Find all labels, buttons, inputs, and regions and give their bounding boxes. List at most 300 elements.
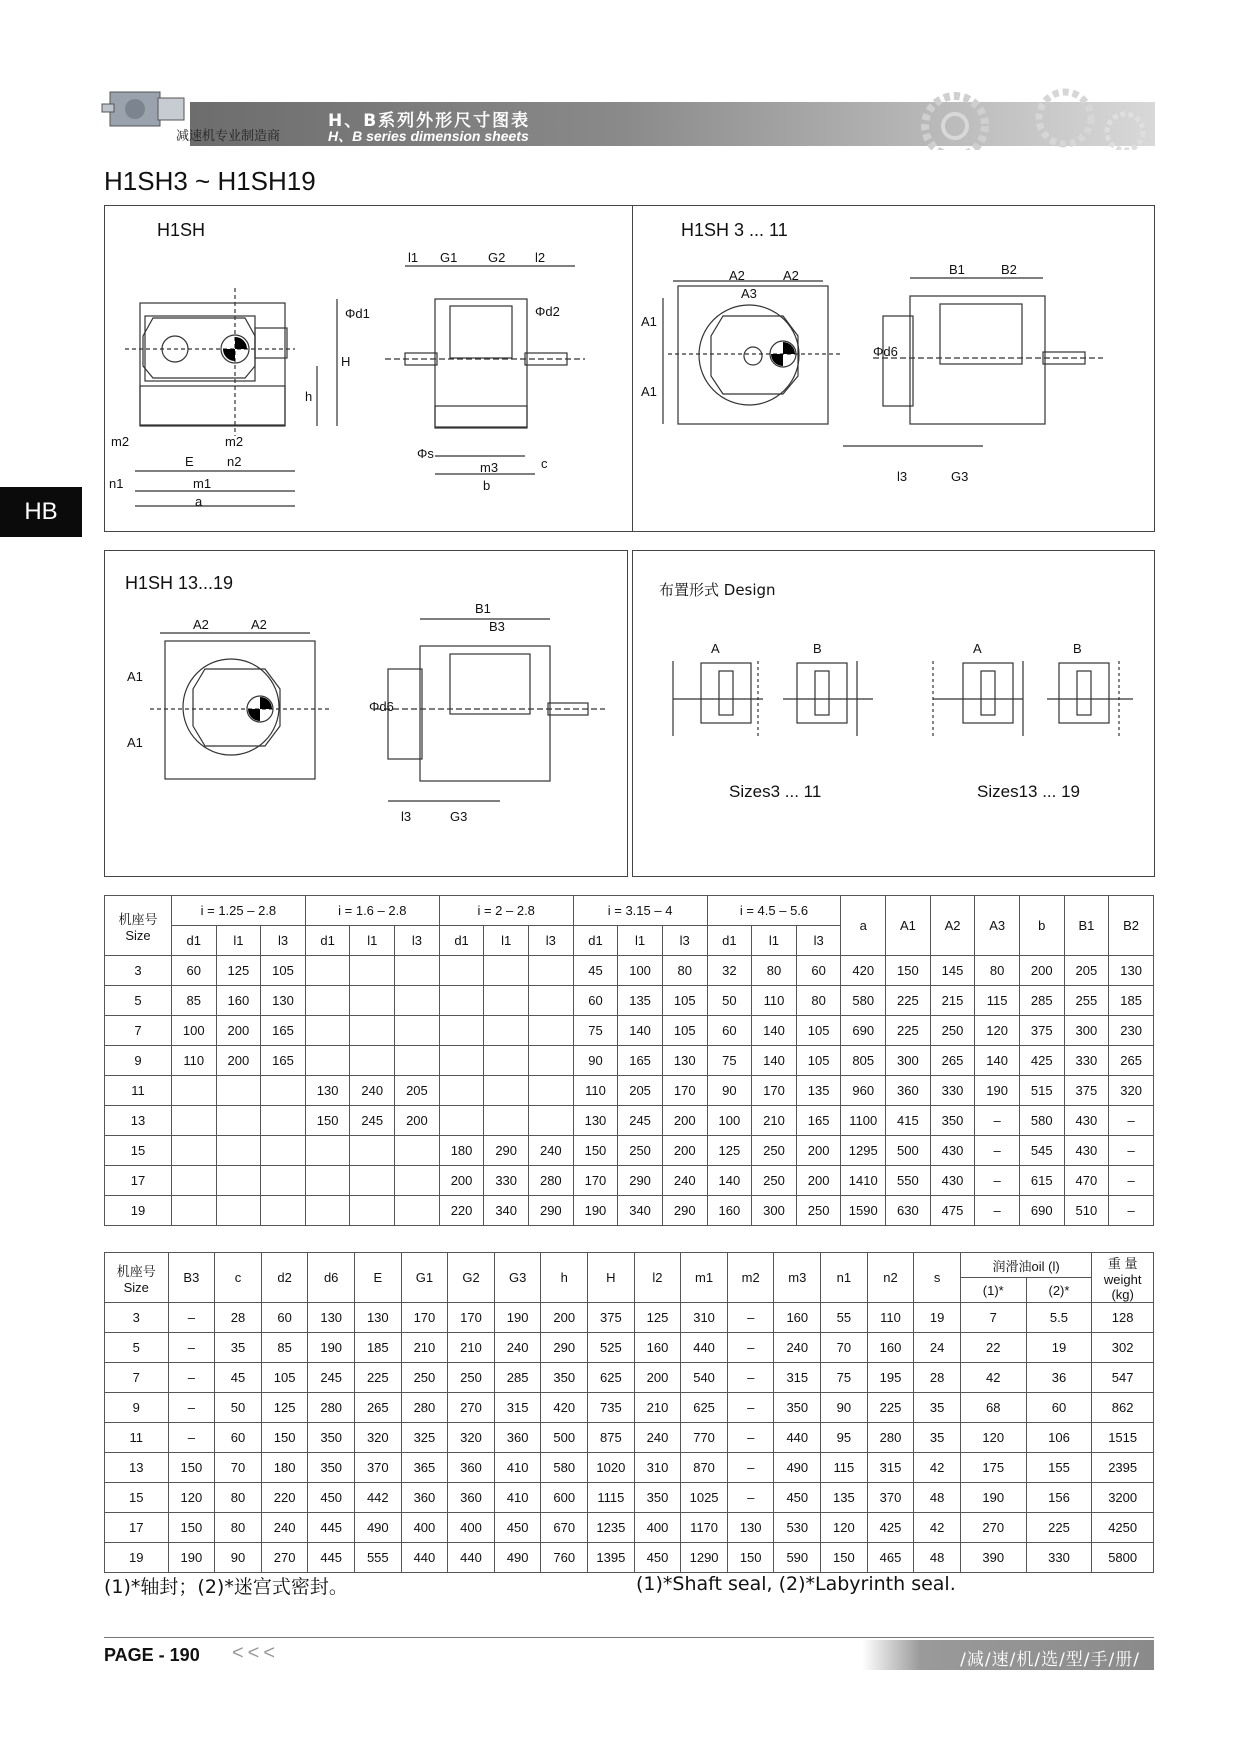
table-cell: 35: [914, 1393, 961, 1423]
table-cell: 875: [588, 1423, 635, 1453]
table-cell: 240: [634, 1423, 681, 1453]
table-cell: 670: [541, 1513, 588, 1543]
column-header: H: [588, 1253, 635, 1303]
dim-b: b: [483, 478, 491, 493]
table-cell: [484, 1106, 529, 1136]
dim-a1-lower: A1: [641, 384, 657, 399]
dim-b3: B3: [489, 619, 505, 634]
design-a-label: A: [711, 641, 720, 656]
table-cell: 240: [350, 1076, 395, 1106]
table-cell: 160: [774, 1303, 821, 1333]
table-cell: 48: [914, 1543, 961, 1573]
table-cell: 290: [484, 1136, 529, 1166]
table-cell: 3200: [1092, 1483, 1154, 1513]
table-cell: 190: [494, 1303, 541, 1333]
panel-label: H1SH 3 ... 11: [681, 220, 788, 240]
size-cell: 15: [105, 1136, 172, 1166]
table-cell: 625: [681, 1393, 728, 1423]
table-cell: 360: [494, 1423, 541, 1453]
table-cell: 430: [1064, 1106, 1109, 1136]
table-cell: 302: [1092, 1333, 1154, 1363]
table-cell: 80: [662, 956, 707, 986]
table-cell: [395, 956, 440, 986]
table-cell: [484, 986, 529, 1016]
table-cell: 470: [1064, 1166, 1109, 1196]
table-cell: 80: [975, 956, 1020, 986]
table-cell: [529, 986, 574, 1016]
table-cell: 24: [914, 1333, 961, 1363]
table-cell: 125: [261, 1393, 308, 1423]
table-cell: 130: [305, 1076, 350, 1106]
column-header: G1: [401, 1253, 448, 1303]
table-cell: 265: [1109, 1046, 1154, 1076]
table-cell: [350, 1046, 395, 1076]
table-cell: –: [168, 1333, 215, 1363]
table-cell: 690: [1019, 1196, 1064, 1226]
table-cell: 140: [752, 1046, 797, 1076]
table-cell: –: [727, 1453, 774, 1483]
table-row: [105, 1166, 1154, 1196]
table-cell: 110: [752, 986, 797, 1016]
table-cell: [216, 1106, 261, 1136]
table-cell: 550: [886, 1166, 931, 1196]
table-cell: 75: [821, 1363, 868, 1393]
table-cell: 80: [752, 956, 797, 986]
table-cell: 735: [588, 1393, 635, 1423]
column-header: A1: [886, 896, 931, 956]
dim-n1: n1: [109, 476, 124, 491]
dim-a1: A1: [641, 314, 657, 329]
table-cell: [439, 956, 484, 986]
size-cell: 5: [105, 1333, 169, 1363]
drawing-panel-h1sh-13-19: [104, 550, 628, 877]
table-cell: 375: [1019, 1016, 1064, 1046]
size-cell: 7: [105, 1363, 169, 1393]
table-cell: 200: [634, 1363, 681, 1393]
table-cell: 180: [439, 1136, 484, 1166]
table-cell: 200: [216, 1016, 261, 1046]
table-row: [105, 1046, 1154, 1076]
table-cell: 60: [707, 1016, 752, 1046]
table-cell: 130: [308, 1303, 355, 1333]
table-cell: 400: [401, 1513, 448, 1543]
table-cell: 1290: [681, 1543, 728, 1573]
table-cell: [395, 1016, 440, 1046]
table-cell: 440: [448, 1543, 495, 1573]
table-cell: 315: [494, 1393, 541, 1423]
design-b-label: B: [813, 641, 822, 656]
brand-slogan: 减速机专业制造商: [176, 129, 281, 144]
table-cell: [350, 986, 395, 1016]
table-cell: 525: [588, 1333, 635, 1363]
table-cell: 240: [529, 1136, 574, 1166]
table-row: [105, 1543, 1154, 1573]
dim-l3: l3: [401, 809, 412, 824]
table-cell: 280: [308, 1393, 355, 1423]
table-cell: 120: [960, 1423, 1026, 1453]
size-label-cn: 机座号: [116, 1263, 156, 1279]
design-arrangement-panel: [632, 550, 1155, 877]
table-cell: 90: [821, 1393, 868, 1423]
table-cell: 375: [1064, 1076, 1109, 1106]
table-cell: 200: [541, 1303, 588, 1333]
table-cell: 400: [634, 1513, 681, 1543]
table-cell: [529, 956, 574, 986]
table-cell: 42: [960, 1363, 1026, 1393]
table-cell: 170: [401, 1303, 448, 1333]
table-cell: 128: [1092, 1303, 1154, 1333]
table-cell: 110: [573, 1076, 618, 1106]
table-cell: 145: [930, 956, 975, 986]
column-header: B2: [1109, 896, 1154, 956]
table-cell: 100: [618, 956, 663, 986]
table-cell: 165: [796, 1106, 841, 1136]
table-cell: [484, 1046, 529, 1076]
table-cell: 100: [707, 1106, 752, 1136]
table-cell: 110: [867, 1303, 914, 1333]
table-cell: [171, 1196, 216, 1226]
table-cell: 1395: [588, 1543, 635, 1573]
table-cell: 410: [494, 1453, 541, 1483]
manual-title: /减/速/机/选/型/手/册/: [960, 1650, 1140, 1670]
table-cell: 60: [796, 956, 841, 986]
table-cell: 425: [1019, 1046, 1064, 1076]
table-cell: 350: [308, 1423, 355, 1453]
dim-m3: m3: [480, 460, 499, 475]
table-cell: 130: [727, 1513, 774, 1543]
table-cell: 210: [401, 1333, 448, 1363]
table-row: [105, 1423, 1154, 1453]
dim-a3: A3: [741, 286, 757, 301]
table-cell: 150: [168, 1453, 215, 1483]
table-cell: 160: [867, 1333, 914, 1363]
table-cell: 210: [448, 1333, 495, 1363]
table-cell: 200: [439, 1166, 484, 1196]
table-cell: 450: [774, 1483, 821, 1513]
table-cell: [439, 1076, 484, 1106]
table-cell: 160: [634, 1333, 681, 1363]
table-cell: 90: [707, 1076, 752, 1106]
table-cell: 625: [588, 1363, 635, 1393]
column-header: c: [215, 1253, 262, 1303]
column-header: m3: [774, 1253, 821, 1303]
size-cell: 9: [105, 1046, 172, 1076]
sizes-13-19-label: Sizes13 ... 19: [977, 782, 1081, 801]
table-cell: 465: [867, 1543, 914, 1573]
dim-l3: l3: [897, 469, 908, 484]
gears-decoration-icon: [895, 88, 1155, 155]
table-cell: 60: [171, 956, 216, 986]
drawing-panel-h1sh-3-11: [632, 205, 1155, 532]
table-row: [105, 1136, 1154, 1166]
table-cell: 105: [261, 956, 306, 986]
ratio-group-header: i = 1.25 – 2.8: [171, 896, 305, 926]
sub-header: l3: [796, 926, 841, 956]
table-cell: 110: [171, 1046, 216, 1076]
table-cell: 445: [308, 1543, 355, 1573]
table-cell: 190: [975, 1076, 1020, 1106]
table-cell: 85: [171, 986, 216, 1016]
dim-m2-right: m2: [225, 434, 244, 449]
table-cell: 80: [796, 986, 841, 1016]
table-cell: [261, 1166, 306, 1196]
panel-label: H1SH 13...19: [125, 573, 234, 593]
table-cell: 450: [308, 1483, 355, 1513]
design-a-label: A: [973, 641, 982, 656]
table-cell: 350: [541, 1363, 588, 1393]
table-cell: 165: [618, 1046, 663, 1076]
weight-label-cn: 重 量: [1107, 1256, 1138, 1271]
table-cell: 28: [914, 1363, 961, 1393]
table-cell: 300: [752, 1196, 797, 1226]
table-cell: 285: [1019, 986, 1064, 1016]
table-cell: 115: [975, 986, 1020, 1016]
table-row: [105, 1016, 1154, 1046]
column-header: m1: [681, 1253, 728, 1303]
table-cell: 215: [930, 986, 975, 1016]
table-cell: 140: [707, 1166, 752, 1196]
table-cell: 500: [541, 1423, 588, 1453]
table-cell: 135: [796, 1076, 841, 1106]
dim-b2: B2: [1001, 262, 1017, 277]
table-cell: 600: [541, 1483, 588, 1513]
footer-manual-bar: [862, 1640, 1154, 1670]
table-cell: 442: [355, 1483, 402, 1513]
column-header: n1: [821, 1253, 868, 1303]
table-cell: 770: [681, 1423, 728, 1453]
dim-h-lower: h: [305, 389, 313, 404]
table-cell: 170: [752, 1076, 797, 1106]
table-cell: 370: [867, 1483, 914, 1513]
table-cell: 50: [215, 1393, 262, 1423]
table-cell: 580: [541, 1453, 588, 1483]
table-cell: 170: [448, 1303, 495, 1333]
table-cell: [350, 1016, 395, 1046]
size-label-en: Size: [125, 927, 151, 943]
table-cell: [216, 1196, 261, 1226]
table-cell: –: [975, 1166, 1020, 1196]
table-cell: 200: [796, 1136, 841, 1166]
column-header: h: [541, 1253, 588, 1303]
table-cell: –: [727, 1333, 774, 1363]
table-cell: 2395: [1092, 1453, 1154, 1483]
table-cell: [216, 1136, 261, 1166]
table-cell: 415: [886, 1106, 931, 1136]
table-cell: 1235: [588, 1513, 635, 1543]
table-cell: [261, 1196, 306, 1226]
table-cell: [171, 1106, 216, 1136]
dim-a1: A1: [127, 669, 143, 684]
table-cell: 330: [1064, 1046, 1109, 1076]
table-cell: 445: [308, 1513, 355, 1543]
table-cell: 245: [308, 1363, 355, 1393]
dim-e: E: [185, 454, 194, 469]
table-cell: [305, 1196, 350, 1226]
table-cell: 130: [261, 986, 306, 1016]
column-header: n2: [867, 1253, 914, 1303]
table-cell: [484, 1076, 529, 1106]
table-cell: [529, 1076, 574, 1106]
table-cell: [171, 1076, 216, 1106]
table-cell: 190: [960, 1483, 1026, 1513]
page-title: H1SH3 ~ H1SH19: [104, 166, 316, 196]
table-cell: 45: [215, 1363, 262, 1393]
table-cell: 115: [821, 1453, 868, 1483]
table-cell: 430: [930, 1166, 975, 1196]
table-cell: [529, 1046, 574, 1076]
table-cell: 90: [215, 1543, 262, 1573]
table-cell: 530: [774, 1513, 821, 1543]
table-cell: 45: [573, 956, 618, 986]
table-cell: 90: [573, 1046, 618, 1076]
header-title-en: H、B series dimension sheets: [328, 128, 529, 144]
table-cell: [395, 1046, 440, 1076]
table-cell: 375: [588, 1303, 635, 1333]
table-cell: 150: [305, 1106, 350, 1136]
table-row: [105, 1303, 1154, 1333]
table-cell: –: [1109, 1166, 1154, 1196]
table-cell: 5.5: [1026, 1303, 1092, 1333]
table-cell: 95: [821, 1423, 868, 1453]
table-cell: [350, 1166, 395, 1196]
table-cell: 360: [886, 1076, 931, 1106]
table-cell: 60: [261, 1303, 308, 1333]
table-cell: 105: [662, 1016, 707, 1046]
table-cell: 22: [960, 1333, 1026, 1363]
table-cell: [439, 986, 484, 1016]
size-cell: 11: [105, 1076, 172, 1106]
sub-header: d1: [305, 926, 350, 956]
table-cell: 1590: [841, 1196, 886, 1226]
table-cell: 130: [1109, 956, 1154, 986]
table-cell: 106: [1026, 1423, 1092, 1453]
table-cell: 255: [1064, 986, 1109, 1016]
table-cell: 50: [707, 986, 752, 1016]
table-cell: 1100: [841, 1106, 886, 1136]
size-cell: 5: [105, 986, 172, 1016]
table-cell: 1410: [841, 1166, 886, 1196]
sub-header: l1: [484, 926, 529, 956]
table-cell: 205: [1064, 956, 1109, 986]
table-cell: 205: [395, 1076, 440, 1106]
table-cell: –: [168, 1393, 215, 1423]
table-cell: 960: [841, 1076, 886, 1106]
table-cell: 300: [886, 1046, 931, 1076]
table-cell: 185: [355, 1333, 402, 1363]
table-cell: 320: [355, 1423, 402, 1453]
table-row: [105, 1333, 1154, 1363]
table-cell: 180: [261, 1453, 308, 1483]
table-cell: 7: [960, 1303, 1026, 1333]
table-row: [105, 956, 1154, 986]
weight-header: [1092, 1253, 1154, 1303]
dim-g3: G3: [450, 809, 468, 824]
column-header: E: [355, 1253, 402, 1303]
table-cell: 370: [355, 1453, 402, 1483]
column-header: m2: [727, 1253, 774, 1303]
table-cell: 75: [707, 1046, 752, 1076]
dim-c: c: [541, 456, 548, 471]
sub-header: l1: [350, 926, 395, 956]
table-cell: 35: [914, 1423, 961, 1453]
dim-m1: m1: [193, 476, 212, 491]
column-header: B1: [1064, 896, 1109, 956]
table-cell: 630: [886, 1196, 931, 1226]
table-cell: 200: [395, 1106, 440, 1136]
table-cell: 350: [930, 1106, 975, 1136]
table-cell: 200: [796, 1166, 841, 1196]
table-cell: 285: [494, 1363, 541, 1393]
table-cell: 245: [618, 1106, 663, 1136]
sub-header: l3: [261, 926, 306, 956]
ratio-group-header: i = 2 – 2.8: [439, 896, 573, 926]
table-cell: 70: [821, 1333, 868, 1363]
table-cell: [350, 1196, 395, 1226]
table-cell: 140: [752, 1016, 797, 1046]
section-tab[interactable]: HB: [0, 487, 82, 537]
table-cell: 315: [867, 1453, 914, 1483]
table-cell: 165: [261, 1046, 306, 1076]
table-cell: –: [975, 1196, 1020, 1226]
table-cell: –: [727, 1483, 774, 1513]
column-header: G2: [448, 1253, 495, 1303]
table-cell: 4250: [1092, 1513, 1154, 1543]
table-cell: 450: [634, 1543, 681, 1573]
table-cell: 80: [215, 1513, 262, 1543]
oil-header: 润滑油oil (l): [960, 1253, 1091, 1278]
table-cell: 325: [401, 1423, 448, 1453]
table-cell: 35: [215, 1333, 262, 1363]
column-header: A3: [975, 896, 1020, 956]
table-row: [105, 986, 1154, 1016]
table-cell: 290: [618, 1166, 663, 1196]
table-cell: 280: [401, 1393, 448, 1423]
dim-d6: Φd6: [369, 699, 394, 714]
table-cell: [216, 1166, 261, 1196]
sub-header: l1: [752, 926, 797, 956]
table-cell: 280: [867, 1423, 914, 1453]
table-cell: 330: [930, 1076, 975, 1106]
table-cell: –: [1109, 1136, 1154, 1166]
dim-s: Φs: [417, 446, 434, 461]
dim-g1: G1: [440, 250, 458, 265]
table-cell: [350, 956, 395, 986]
column-header: A2: [930, 896, 975, 956]
table-cell: 515: [1019, 1076, 1064, 1106]
table-cell: 245: [350, 1106, 395, 1136]
table-row: [105, 1513, 1154, 1543]
table-cell: 48: [914, 1483, 961, 1513]
table-cell: 1115: [588, 1483, 635, 1513]
table-row: [105, 1363, 1154, 1393]
table-cell: [395, 986, 440, 1016]
table-cell: 125: [216, 956, 261, 986]
table-cell: 160: [707, 1196, 752, 1226]
table-cell: 220: [439, 1196, 484, 1226]
column-header: s: [914, 1253, 961, 1303]
table-cell: –: [975, 1106, 1020, 1136]
table-cell: 360: [448, 1483, 495, 1513]
sub-header: l3: [662, 926, 707, 956]
size-cell: 9: [105, 1393, 169, 1423]
table-cell: 130: [355, 1303, 402, 1333]
sizes-3-11-drawing: [633, 206, 1154, 531]
back-arrows-icon[interactable]: <<<: [232, 1642, 280, 1664]
ratio-group-header: i = 3.15 – 4: [573, 896, 707, 926]
table-cell: 580: [841, 986, 886, 1016]
table-cell: 105: [796, 1016, 841, 1046]
table-cell: [395, 1196, 440, 1226]
